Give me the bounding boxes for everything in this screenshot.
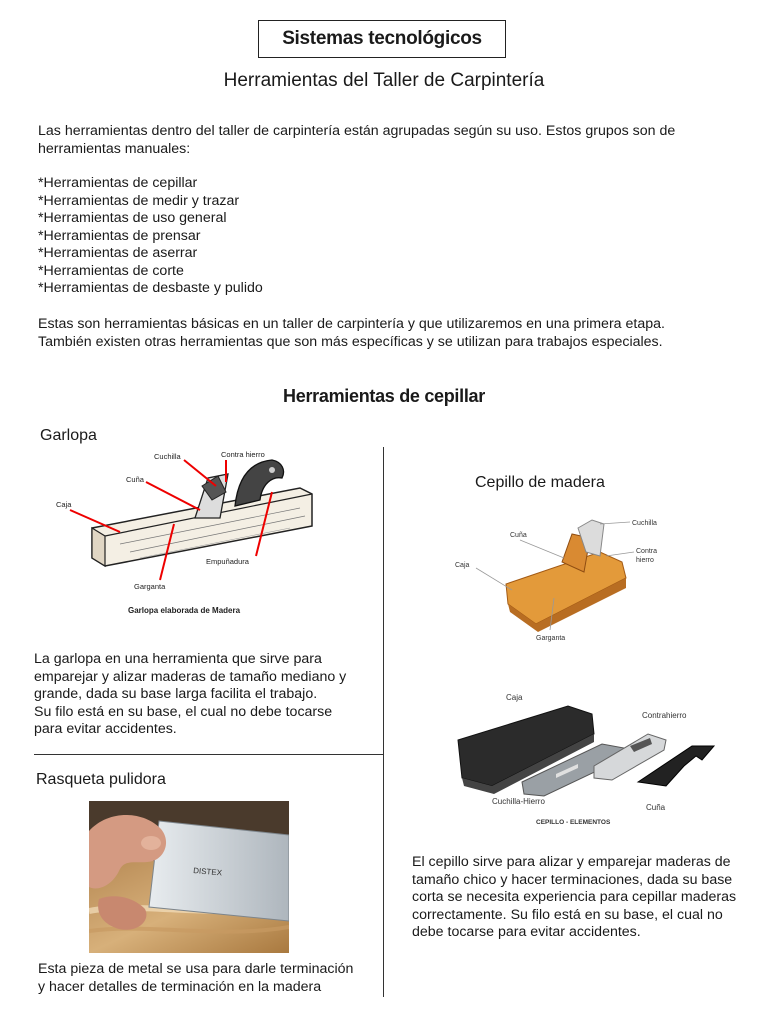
cepillo-illustration [450,512,680,644]
rasqueta-photo [89,801,289,953]
intro-line: herramientas manuales: [38,140,191,157]
cepillo-title: Cepillo de madera [475,474,605,491]
garlopa-label-empunadura: Empuñadura [206,557,249,566]
rasqueta-title: Rasqueta pulidora [36,771,166,788]
page-subtitle: Herramientas del Taller de Carpintería [223,70,545,91]
elements-caption: CEPILLO - ELEMENTOS [536,819,611,826]
text-line: y hacer detalles de terminación en la madera [38,978,322,995]
elements-label-cuna: Cuña [646,803,666,812]
cepillo-label-caja: Caja [455,562,470,569]
garlopa-title: Garlopa [40,427,97,444]
text-line: correctamente. Su filo está en su base, el cual no [412,906,723,923]
rasqueta-brand: DISTEX [192,866,223,878]
cepillo-elements-illustration [452,686,718,830]
horizontal-divider [34,754,384,755]
text-line: para evitar accidentes. [34,721,177,737]
cepillo-label-cuchilla: Cuchilla [632,520,657,527]
garlopa-illustration [50,448,330,620]
elements-label-cuchilla-hierro: Cuchilla-Hierro [492,797,545,806]
garlopa-description [34,651,379,739]
closing-line: Estas son herramientas básicas en un taller de carpintería y que utilizaremos en una primera etapa. [38,316,665,332]
text-line: La garlopa en una herramienta que sirve para [34,651,322,667]
garlopa-label-contra-hierro: Contra hierro [221,450,265,459]
page-title: Sistemas tecnológicos [282,28,482,49]
elements-label-caja: Caja [506,693,523,702]
text-line: Su filo está en su base, el cual no debe tocarse [34,703,333,720]
closing-paragraph [38,316,758,351]
intro-paragraph [38,123,738,158]
page-title-box [258,20,506,58]
list-item: *Herramientas de cepillar [38,175,198,191]
cepillo-description [412,854,762,942]
closing-line: También existen otras herramientas que son más específicas y se utilizan para trabajos especiales. [38,333,663,350]
tool-groups-list [38,175,438,298]
cepillo-label-cuna: Cuña [510,532,527,539]
list-item: *Herramientas de medir y trazar [38,192,240,209]
text-line: El cepillo sirve para alizar y emparejar maderas de [412,854,731,870]
cepillo-label-garganta: Garganta [536,635,566,642]
garlopa-label-garganta: Garganta [134,582,166,591]
list-item: *Herramientas de corte [38,262,184,279]
list-item: *Herramientas de prensar [38,227,201,244]
garlopa-label-caja: Caja [56,500,72,509]
vertical-divider [383,447,384,997]
text-line: tamaño chico y hacer terminaciones, dada su base [412,871,733,888]
cepillo-label-contra: Contra [636,548,658,555]
list-item: *Herramientas de aserrar [38,245,198,261]
intro-line: Las herramientas dentro del taller de carpintería están agrupadas según su uso. Estos grupos son de [38,123,676,139]
text-line: debe tocarse para evitar accidentes. [412,924,641,940]
text-line: Esta pieza de metal se usa para darle terminación [38,961,354,977]
rasqueta-description [38,961,378,996]
text-line: corta se necesita experiencia para cepillar maderas [412,889,737,905]
text-line: emparejar y alizar maderas de tamaño mediano y [34,668,347,685]
list-item: *Herramientas de desbaste y pulido [38,280,263,296]
cepillo-label-hierro: hierro [636,557,654,564]
garlopa-caption: Garlopa elaborada de Madera [128,606,241,615]
garlopa-label-cuchilla: Cuchilla [154,452,181,461]
text-line: grande, dada su base larga facilita el trabajo. [34,686,318,702]
elements-label-contrahierro: Contrahierro [642,711,687,720]
section-heading: Herramientas de cepillar [283,386,485,406]
list-item: *Herramientas de uso general [38,210,227,226]
garlopa-label-cuna: Cuña [126,475,144,484]
